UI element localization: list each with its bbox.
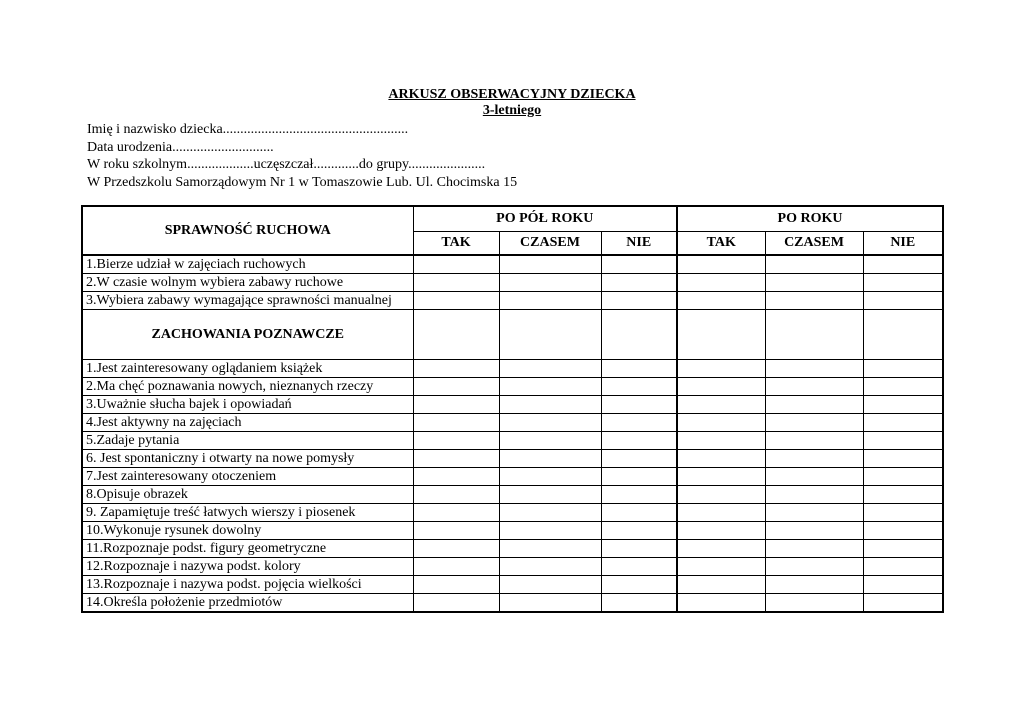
answer-cell[interactable]: [499, 558, 601, 576]
answer-cell[interactable]: [863, 558, 943, 576]
answer-cell[interactable]: [677, 540, 765, 558]
answer-cell[interactable]: [765, 558, 863, 576]
answer-cell[interactable]: [863, 274, 943, 292]
observation-table: [81, 205, 944, 613]
item-label: 4.Jest aktywny na zajęciach: [82, 414, 413, 432]
table-row: [82, 486, 943, 504]
answer-cell[interactable]: [863, 504, 943, 522]
answer-cell[interactable]: [413, 378, 499, 396]
answer-cell[interactable]: [765, 396, 863, 414]
answer-cell[interactable]: [863, 292, 943, 310]
answer-cell[interactable]: [499, 414, 601, 432]
answer-cell[interactable]: [499, 468, 601, 486]
answer-cell[interactable]: [601, 432, 677, 450]
table-row: [82, 274, 943, 292]
answer-cell[interactable]: [677, 292, 765, 310]
answer-cell[interactable]: [765, 432, 863, 450]
answer-cell[interactable]: [677, 432, 765, 450]
info-line-kindergarten: W Przedszkolu Samorządowym Nr 1 w Tomaszowie Lub. Ul. Chocimska 15: [87, 174, 518, 190]
item-label: 8.Opisuje obrazek: [82, 486, 413, 504]
table-row: [82, 504, 943, 522]
answer-cell[interactable]: [601, 396, 677, 414]
answer-cell[interactable]: [863, 414, 943, 432]
answer-cell[interactable]: [677, 558, 765, 576]
document-header: [0, 87, 1024, 119]
item-label: 7.Jest zainteresowany otoczeniem: [82, 468, 413, 486]
answer-cell[interactable]: [765, 378, 863, 396]
answer-cell[interactable]: [413, 504, 499, 522]
answer-cell[interactable]: [677, 396, 765, 414]
answer-cell[interactable]: [413, 450, 499, 468]
answer-cell[interactable]: [677, 450, 765, 468]
item-label: 11.Rozpoznaje podst. figury geometryczne: [82, 540, 413, 558]
answer-cell[interactable]: [863, 255, 943, 274]
answer-cell[interactable]: [765, 360, 863, 378]
answer-cell[interactable]: [765, 486, 863, 504]
item-label: 9. Zapamiętuje treść łatwych wierszy i piosenek: [82, 504, 413, 522]
answer-cell[interactable]: [499, 522, 601, 540]
answer-cell[interactable]: [413, 540, 499, 558]
answer-cell[interactable]: [499, 594, 601, 613]
answer-cell[interactable]: [863, 360, 943, 378]
answer-cell[interactable]: [863, 378, 943, 396]
item-label: 12.Rozpoznaje i nazywa podst. kolory: [82, 558, 413, 576]
answer-cell[interactable]: [863, 594, 943, 613]
answer-cell[interactable]: [499, 432, 601, 450]
table-row: [82, 450, 943, 468]
table-row: [82, 396, 943, 414]
answer-header-nie-1: NIE: [601, 231, 677, 255]
answer-cell[interactable]: [499, 378, 601, 396]
table-row: [82, 468, 943, 486]
section-header-motor: SPRAWNOŚĆ RUCHOWA: [82, 206, 413, 255]
answer-cell[interactable]: [601, 292, 677, 310]
answer-cell[interactable]: [677, 468, 765, 486]
answer-header-czasem-2: CZASEM: [765, 231, 863, 255]
answer-cell[interactable]: [765, 594, 863, 613]
answer-cell[interactable]: [863, 450, 943, 468]
answer-cell[interactable]: [499, 576, 601, 594]
answer-cell[interactable]: [863, 486, 943, 504]
answer-cell[interactable]: [765, 450, 863, 468]
answer-cell[interactable]: [499, 310, 601, 360]
item-label: 14.Określa położenie przedmiotów: [82, 594, 413, 613]
answer-cell[interactable]: [765, 274, 863, 292]
answer-cell[interactable]: [601, 360, 677, 378]
answer-cell[interactable]: [499, 540, 601, 558]
answer-header-nie-2: NIE: [863, 231, 943, 255]
answer-cell[interactable]: [863, 522, 943, 540]
answer-cell[interactable]: [601, 310, 677, 360]
answer-cell[interactable]: [765, 414, 863, 432]
item-label: 5.Zadaje pytania: [82, 432, 413, 450]
period-header-half-year: PO PÓŁ ROKU: [413, 206, 677, 231]
item-label: 13.Rozpoznaje i nazywa podst. pojęcia wielkości: [82, 576, 413, 594]
answer-cell[interactable]: [863, 540, 943, 558]
answer-cell[interactable]: [765, 255, 863, 274]
answer-cell[interactable]: [413, 274, 499, 292]
item-label: 10.Wykonuje rysunek dowolny: [82, 522, 413, 540]
table-row: [82, 255, 943, 274]
answer-cell[interactable]: [765, 292, 863, 310]
answer-cell[interactable]: [601, 576, 677, 594]
answer-cell[interactable]: [765, 468, 863, 486]
answer-cell[interactable]: [413, 432, 499, 450]
answer-cell[interactable]: [863, 576, 943, 594]
answer-cell[interactable]: [863, 468, 943, 486]
answer-cell[interactable]: [413, 396, 499, 414]
item-label: 3.Uważnie słucha bajek i opowiadań: [82, 396, 413, 414]
answer-cell[interactable]: [765, 540, 863, 558]
table-row: [82, 522, 943, 540]
answer-cell[interactable]: [413, 576, 499, 594]
answer-cell[interactable]: [601, 414, 677, 432]
answer-cell[interactable]: [499, 396, 601, 414]
answer-cell[interactable]: [677, 414, 765, 432]
table-row: [82, 378, 943, 396]
answer-cell[interactable]: [601, 255, 677, 274]
answer-cell[interactable]: [677, 486, 765, 504]
answer-cell[interactable]: [601, 378, 677, 396]
answer-cell[interactable]: [677, 310, 765, 360]
item-label: 2.Ma chęć poznawania nowych, nieznanych rzeczy: [82, 378, 413, 396]
answer-cell[interactable]: [677, 594, 765, 613]
answer-cell[interactable]: [413, 310, 499, 360]
answer-cell[interactable]: [677, 522, 765, 540]
answer-cell[interactable]: [499, 255, 601, 274]
answer-cell[interactable]: [677, 274, 765, 292]
info-line-birthdate: Data urodzenia.............................: [87, 139, 274, 155]
item-label: 1.Jest zainteresowany oglądaniem książek: [82, 360, 413, 378]
answer-cell[interactable]: [765, 522, 863, 540]
item-label: 1.Bierze udział w zajęciach ruchowych: [82, 255, 413, 274]
section-header-cognitive: ZACHOWANIA POZNAWCZE: [82, 310, 413, 360]
answer-cell[interactable]: [601, 558, 677, 576]
period-header-year: PO ROKU: [677, 206, 943, 231]
answer-cell[interactable]: [413, 360, 499, 378]
table-row: [82, 432, 943, 450]
answer-cell[interactable]: [677, 504, 765, 522]
answer-cell[interactable]: [677, 576, 765, 594]
answer-cell[interactable]: [601, 594, 677, 613]
answer-cell[interactable]: [499, 292, 601, 310]
item-label: 6. Jest spontaniczny i otwarty na nowe pomysły: [82, 450, 413, 468]
answer-cell[interactable]: [765, 576, 863, 594]
answer-cell[interactable]: [413, 486, 499, 504]
answer-cell[interactable]: [499, 504, 601, 522]
answer-cell[interactable]: [601, 522, 677, 540]
table-row: [82, 540, 943, 558]
item-label: 2.W czasie wolnym wybiera zabawy ruchowe: [82, 274, 413, 292]
table-row: [82, 576, 943, 594]
answer-cell[interactable]: [765, 504, 863, 522]
item-label: 3.Wybiera zabawy wymagające sprawności manualnej: [82, 292, 413, 310]
answer-header-tak-2: TAK: [677, 231, 765, 255]
answer-cell[interactable]: [413, 468, 499, 486]
document-subtitle: 3-letniego: [482, 103, 542, 118]
answer-cell[interactable]: [413, 522, 499, 540]
table-row: [82, 558, 943, 576]
answer-cell[interactable]: [601, 468, 677, 486]
answer-cell[interactable]: [601, 504, 677, 522]
child-info-block: [87, 121, 517, 191]
answer-cell[interactable]: [677, 255, 765, 274]
answer-cell[interactable]: [413, 558, 499, 576]
answer-cell[interactable]: [413, 414, 499, 432]
table-row: [82, 292, 943, 310]
answer-cell[interactable]: [499, 486, 601, 504]
section-row: [82, 310, 943, 360]
info-line-name: Imię i nazwisko dziecka.....................................................: [87, 122, 409, 137]
answer-cell[interactable]: [601, 450, 677, 468]
answer-cell[interactable]: [863, 432, 943, 450]
table-row: [82, 414, 943, 432]
answer-header-tak-1: TAK: [413, 231, 499, 255]
answer-cell[interactable]: [765, 310, 863, 360]
info-line-school-year: W roku szkolnym...................uczęszczał.............do grupy......................: [87, 157, 486, 172]
answer-cell[interactable]: [601, 486, 677, 504]
answer-cell[interactable]: [601, 274, 677, 292]
document-title: ARKUSZ OBSERWACYJNY DZIECKA: [388, 87, 636, 102]
answer-cell[interactable]: [677, 378, 765, 396]
answer-cell[interactable]: [601, 540, 677, 558]
table-row: [82, 594, 943, 613]
answer-cell[interactable]: [499, 274, 601, 292]
answer-header-czasem-1: CZASEM: [499, 231, 601, 255]
answer-cell[interactable]: [499, 450, 601, 468]
answer-cell[interactable]: [499, 360, 601, 378]
answer-cell[interactable]: [863, 396, 943, 414]
answer-cell[interactable]: [413, 292, 499, 310]
answer-cell[interactable]: [413, 255, 499, 274]
answer-cell[interactable]: [413, 594, 499, 613]
table-row: [82, 360, 943, 378]
answer-cell[interactable]: [677, 360, 765, 378]
answer-cell[interactable]: [863, 310, 943, 360]
